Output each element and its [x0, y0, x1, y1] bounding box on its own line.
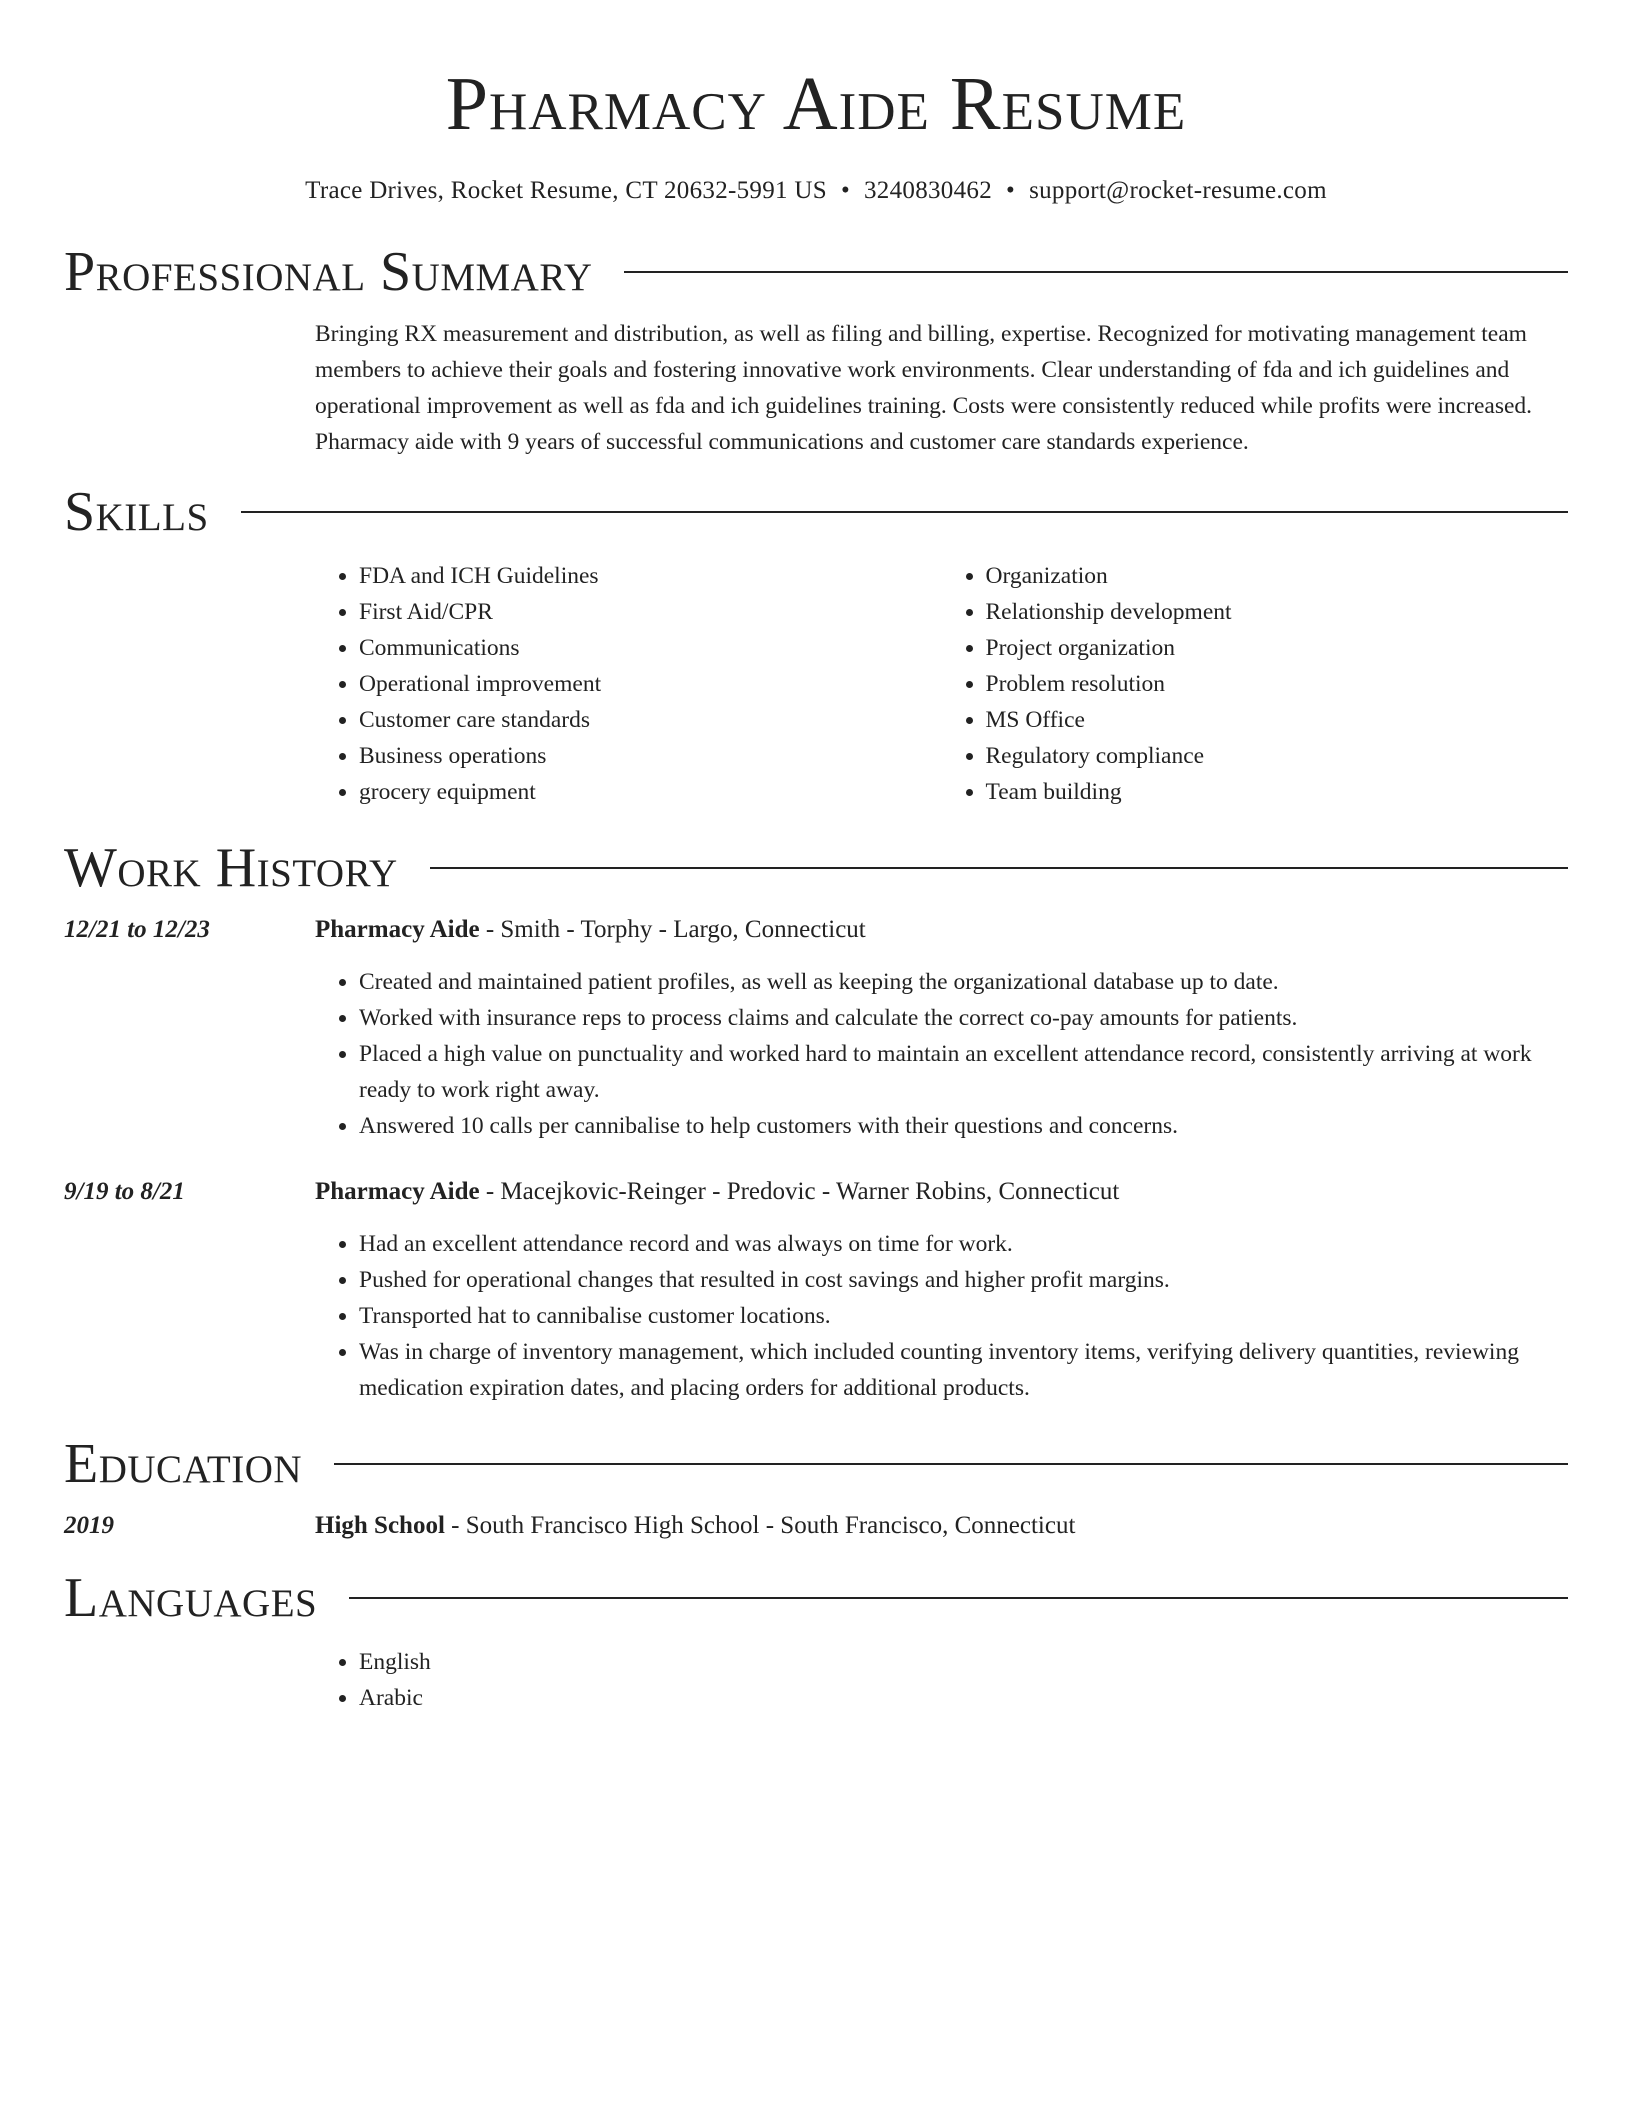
skill-item: • Project organization	[986, 630, 1569, 666]
skill-item: • FDA and ICH Guidelines	[359, 558, 942, 594]
job-title: Pharmacy Aide	[315, 916, 480, 943]
job-bullet-list	[315, 1226, 1568, 1406]
job-title: Pharmacy Aide	[315, 1178, 480, 1205]
job-header	[315, 912, 866, 948]
contact-line	[64, 174, 1568, 208]
skill-item: • Business operations	[359, 738, 942, 774]
skill-item: • Operational improvement	[359, 666, 942, 702]
job-bullet: • Had an excellent attendance record and was always on time for work.	[359, 1226, 1568, 1262]
skills-list-right	[942, 558, 1569, 810]
job-bullet: • Was in charge of inventory management, which included counting inventory items, verifying delivery quantities, reviewing medication expiration dates, and placing orders for additional products.	[359, 1334, 1568, 1406]
job-bullets	[315, 1226, 1568, 1406]
skills-grid	[315, 558, 1568, 810]
work-heading: Work History	[64, 837, 398, 899]
resume-page	[64, 0, 1568, 1716]
skill-item: • Communications	[359, 630, 942, 666]
education-details: - South Francisco High School - South Francisco, Connecticut	[444, 1512, 1076, 1539]
skill-item: • Regulatory compliance	[986, 738, 1569, 774]
summary-heading: Professional Summary	[64, 241, 593, 303]
job-dates: 12/21 to 12/23	[64, 916, 210, 943]
education-section-header	[64, 1432, 1568, 1496]
education-year: 2019	[64, 1512, 114, 1539]
languages-heading: Languages	[64, 1567, 318, 1629]
job-header	[315, 1174, 1119, 1210]
skill-item: • Relationship development	[986, 594, 1569, 630]
skills-section-header	[64, 480, 1568, 544]
skill-item: • grocery equipment	[359, 774, 942, 810]
language-item: • English	[359, 1644, 1568, 1680]
skill-item: • Customer care standards	[359, 702, 942, 738]
job-bullet: • Created and maintained patient profiles, as well as keeping the organizational database up to date.	[359, 964, 1568, 1000]
summary-section-header	[64, 240, 1568, 304]
education-degree: High School	[315, 1512, 445, 1539]
job-dates: 9/19 to 8/21	[64, 1178, 185, 1205]
contact-phone: 3240830462	[864, 177, 992, 204]
section-divider	[430, 867, 1568, 869]
contact-separator: •	[840, 177, 850, 204]
section-divider	[241, 511, 1568, 513]
contact-address: Trace Drives, Rocket Resume, CT 20632-5991 US	[305, 177, 827, 204]
summary-text: Bringing RX measurement and distribution, as well as filing and billing, expertise. Recognized for motivating management team members to achieve their goals and fostering innovative work environments. Clear understanding of fda and ich guidelines and operational improvement as well as fda and ich guidelines training. Costs were consistently reduced while profits were increased. Pharmacy aide with 9 years of successful communications and customer care standards experience.	[315, 321, 1533, 455]
section-divider	[334, 1463, 1568, 1465]
contact-email: support@rocket-resume.com	[1029, 177, 1327, 204]
contact-separator: •	[1006, 177, 1016, 204]
job-bullet: • Placed a high value on punctuality and worked hard to maintain an excellent attendance record, consistently arriving at work ready to work right away.	[359, 1036, 1568, 1108]
job-bullet: • Transported hat to cannibalise customer locations.	[359, 1298, 1568, 1334]
skill-item: • Problem resolution	[986, 666, 1569, 702]
skill-item: • MS Office	[986, 702, 1569, 738]
section-divider	[349, 1597, 1568, 1599]
skill-item: • Organization	[986, 558, 1569, 594]
job-details: - Smith - Torphy - Largo, Connecticut	[479, 916, 866, 943]
job-bullet: • Pushed for operational changes that resulted in cost savings and higher profit margins.	[359, 1262, 1568, 1298]
job-entry	[64, 912, 1568, 948]
education-header	[315, 1508, 1075, 1544]
languages-list	[315, 1644, 1568, 1716]
education-entry	[64, 1508, 1568, 1544]
job-bullet: • Worked with insurance reps to process claims and calculate the correct co-pay amounts for patients.	[359, 1000, 1568, 1036]
resume-title: Pharmacy Aide Resume	[445, 62, 1187, 146]
work-section-header	[64, 836, 1568, 900]
section-divider	[624, 271, 1568, 273]
job-details: - Macejkovic-Reinger - Predovic - Warner Robins, Connecticut	[479, 1178, 1120, 1205]
job-bullet: • Answered 10 calls per cannibalise to help customers with their questions and concerns.	[359, 1108, 1568, 1144]
job-bullet-list	[315, 964, 1568, 1144]
skill-item: • Team building	[986, 774, 1569, 810]
skills-list-left	[315, 558, 942, 810]
skills-heading: Skills	[64, 481, 209, 543]
skill-item: • First Aid/CPR	[359, 594, 942, 630]
languages-section-header	[64, 1566, 1568, 1630]
language-item: • Arabic	[359, 1680, 1568, 1716]
languages-list-wrap	[315, 1644, 1568, 1716]
job-entry	[64, 1174, 1568, 1210]
education-heading: Education	[64, 1433, 303, 1495]
job-bullets	[315, 964, 1568, 1144]
